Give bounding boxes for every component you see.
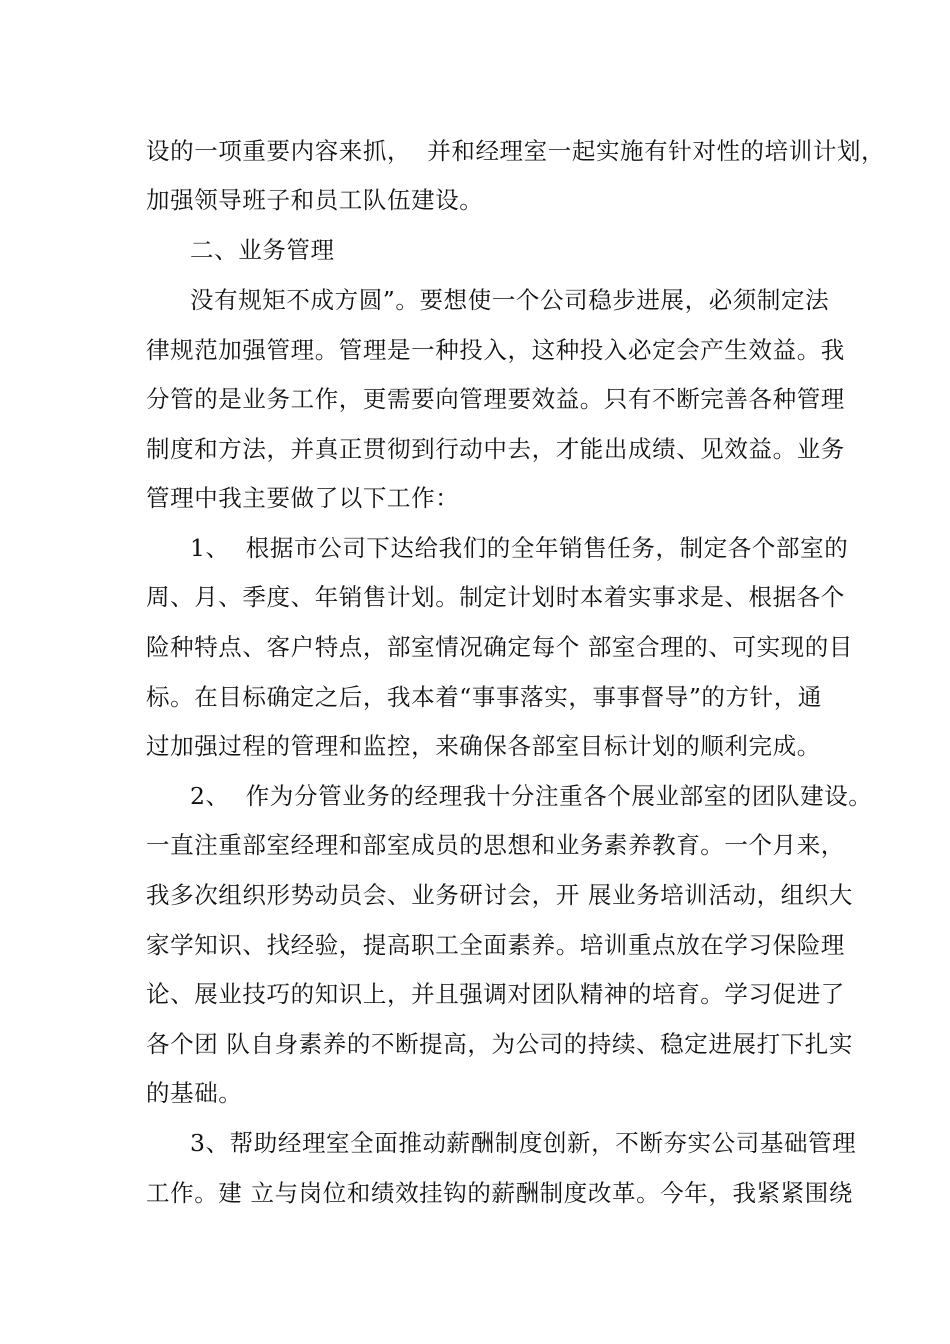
text-line: 一直注重部室经理和部室成员的思想和业务素养教育。一个月来， — [146, 831, 845, 859]
text-line: 管理中我主要做了以下工作： — [146, 484, 460, 512]
text-line: 律规范加强管理。管理是一种投入，这种投入必定会产生效益。我 — [146, 336, 845, 364]
text-line: 周、月、季度、年销售计划。制定计划时本着实事求是、根据各个 — [146, 583, 845, 611]
text-line: 加强领导班子和员工队伍建设。 — [146, 186, 484, 214]
text-line: 险种特点、客户特点，部室情况确定每个 部室合理的、可实现的目 — [146, 633, 853, 661]
list-item-1: 1、 根据市公司下达给我们的全年销售任务，制定各个部室的 — [190, 534, 849, 562]
text-line: 设的一项重要内容来抓， 并和经理室一起实施有针对性的培训计划， — [146, 137, 886, 165]
list-item-2: 2、 作为分管业务的经理我十分注重各个展业部室的团队建设。 — [190, 782, 873, 810]
text-line: 论、展业技巧的知识上，并且强调对团队精神的培育。学习促进了 — [146, 980, 845, 1008]
text-line: 没有规矩不成方圆”。要想使一个公司稳步进展，必须制定法 — [190, 286, 830, 314]
list-item-3: 3、帮助经理室全面推动薪酬制度创新，不断夯实公司基础管理 — [190, 1129, 857, 1157]
text-line: 过加强过程的管理和监控，来确保各部室目标计划的顺利完成。 — [146, 732, 821, 760]
text-line: 工作。建 立与岗位和绩效挂钩的薪酬制度改革。今年，我紧紧围绕 — [146, 1179, 853, 1207]
text-line: 制度和方法，并真正贯彻到行动中去，才能出成绩、见效益。业务 — [146, 435, 845, 463]
text-line: 标。在目标确定之后，我本着“事事落实，事事督导”的方针，通 — [146, 683, 822, 711]
text-line: 分管的是业务工作，更需要向管理要效益。只有不断完善各种管理 — [146, 385, 845, 413]
section-heading: 二、业务管理 — [190, 236, 335, 264]
text-line: 各个团 队自身素养的不断提高，为公司的持续、稳定进展打下扎实 — [146, 1030, 853, 1058]
text-line: 家学知识、找经验，提高职工全面素养。培训重点放在学习保险理 — [146, 931, 845, 959]
text-line: 的基础。 — [146, 1079, 243, 1107]
text-line: 我多次组织形势动员会、业务研讨会，开 展业务培训活动，组织大 — [146, 881, 853, 909]
